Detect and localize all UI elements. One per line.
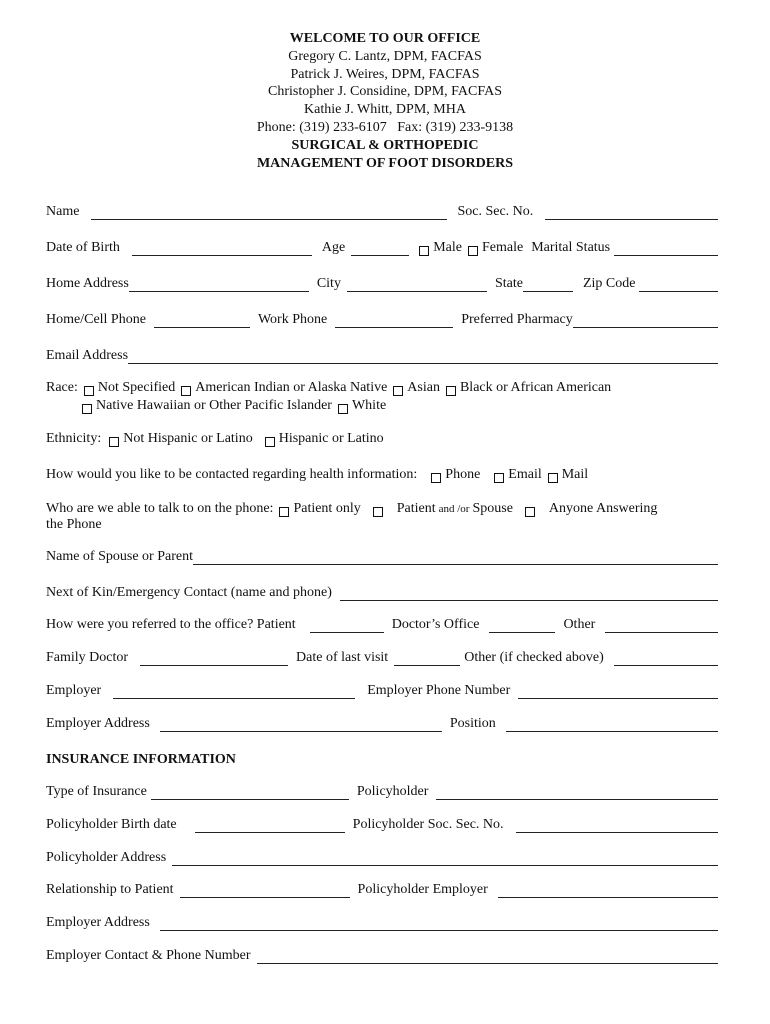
spouse-field[interactable]	[193, 550, 718, 565]
ph-address-row	[46, 850, 718, 866]
race-option: Native Hawaiian or Other Pacific Islander	[96, 398, 332, 413]
policyholder-field[interactable]	[436, 785, 718, 800]
welcome-title: WELCOME TO OUR OFFICE	[289, 31, 481, 46]
position-field[interactable]	[506, 717, 718, 732]
relationship-field[interactable]	[180, 883, 350, 898]
ins-employer-address-label: Employer Address	[46, 915, 150, 930]
state-label: State	[494, 276, 523, 291]
ins-employer-address-field[interactable]	[160, 916, 718, 931]
employer-field[interactable]	[113, 684, 355, 699]
talk-option-cont: the Phone	[46, 517, 102, 532]
race-not-specified-checkbox[interactable]	[84, 386, 94, 396]
race-option: White	[351, 398, 387, 413]
position-label: Position	[449, 716, 496, 731]
race-american-indian-checkbox[interactable]	[181, 386, 191, 396]
other-checked-label: Other (if checked above)	[464, 650, 604, 665]
race-row-2	[82, 398, 682, 414]
contact-phone-checkbox[interactable]	[431, 473, 441, 483]
city-field[interactable]	[347, 277, 487, 292]
ph-ssn-field[interactable]	[516, 818, 718, 833]
phone-row	[46, 312, 718, 328]
name-label: Name	[46, 204, 80, 219]
relationship-row	[46, 882, 718, 898]
name-field[interactable]	[91, 205, 447, 220]
talk-label: Who are we able to talk to on the phone:	[46, 501, 274, 516]
race-option: Not Specified	[97, 380, 176, 395]
ethnicity-row	[46, 431, 718, 447]
talk-option-conj: and /or	[438, 503, 470, 515]
kin-label: Next of Kin/Emergency Contact (name and phone)	[46, 585, 332, 600]
city-label: City	[316, 276, 341, 291]
home-phone-field[interactable]	[154, 313, 250, 328]
ph-employer-label: Policyholder Employer	[357, 882, 488, 897]
contact-row	[46, 467, 718, 483]
family-doctor-label: Family Doctor	[46, 650, 129, 665]
other-checked-field[interactable]	[614, 651, 718, 666]
talk-option: Spouse	[472, 501, 513, 516]
employer-address-field[interactable]	[160, 717, 442, 732]
employer-address-label: Employer Address	[46, 716, 150, 731]
zip-field[interactable]	[639, 277, 718, 292]
referred-label: How were you referred to the office? Patient	[46, 617, 296, 632]
specialty-line-1: SURGICAL & ORTHOPEDIC	[291, 137, 479, 153]
ethnicity-option: Hispanic or Latino	[278, 431, 384, 446]
dob-row	[46, 240, 718, 256]
pharmacy-field[interactable]	[573, 313, 718, 328]
contact-option: Phone	[445, 467, 481, 482]
contact-email-checkbox[interactable]	[494, 473, 504, 483]
zip-label: Zip Code	[582, 276, 636, 291]
dob-label: Date of Birth	[46, 240, 120, 255]
ph-address-label: Policyholder Address	[46, 850, 167, 865]
spouse-label: Name of Spouse or Parent	[46, 549, 193, 564]
kin-field[interactable]	[340, 586, 718, 601]
employer-phone-label: Employer Phone Number	[367, 683, 511, 698]
home-address-label: Home Address	[46, 276, 129, 291]
talk-row-2	[46, 517, 718, 533]
race-row	[46, 380, 718, 396]
pharmacy-label: Preferred Pharmacy	[461, 312, 573, 327]
state-field[interactable]	[523, 277, 573, 292]
employer-contact-field[interactable]	[257, 949, 718, 964]
specialty-line-2: MANAGEMENT OF FOOT DISORDERS	[256, 155, 514, 171]
last-visit-field[interactable]	[394, 651, 460, 666]
marital-label: Marital Status	[531, 240, 611, 255]
address-row	[46, 276, 718, 292]
employer-phone-field[interactable]	[518, 684, 718, 699]
female-label: Female	[481, 240, 524, 255]
email-label: Email Address	[46, 348, 129, 363]
ethnicity-option: Not Hispanic or Latino	[123, 431, 253, 446]
dob-field[interactable]	[132, 241, 312, 256]
ssn-field[interactable]	[545, 205, 718, 220]
race-label: Race:	[46, 380, 78, 395]
contact-mail-checkbox[interactable]	[548, 473, 558, 483]
referred-row	[46, 617, 718, 633]
employer-row	[46, 683, 718, 699]
letterhead	[0, 30, 770, 172]
race-option: American Indian or Alaska Native	[195, 380, 388, 395]
insurance-type-label: Type of Insurance	[46, 784, 147, 799]
email-field[interactable]	[128, 349, 718, 364]
ph-employer-field[interactable]	[498, 883, 718, 898]
ph-birth-row	[46, 817, 718, 833]
employer-contact-label: Employer Contact & Phone Number	[46, 948, 251, 963]
talk-option: Anyone Answering	[548, 501, 658, 516]
home-address-field[interactable]	[129, 277, 309, 292]
kin-row	[46, 585, 718, 601]
race-option: Asian	[407, 380, 440, 395]
work-phone-field[interactable]	[335, 313, 453, 328]
name-row	[46, 204, 718, 220]
family-doctor-field[interactable]	[140, 651, 288, 666]
insurance-heading: INSURANCE INFORMATION	[46, 752, 236, 767]
race-hawaiian-checkbox[interactable]	[82, 404, 92, 414]
doctors-office-field[interactable]	[489, 618, 555, 633]
race-black-checkbox[interactable]	[446, 386, 456, 396]
anyone-checkbox[interactable]	[525, 507, 535, 517]
employer-contact-row	[46, 948, 718, 964]
race-white-checkbox[interactable]	[338, 404, 348, 414]
referred-other-field[interactable]	[605, 618, 718, 633]
female-checkbox[interactable]	[468, 246, 478, 256]
doctors-office-label: Doctor’s Office	[391, 617, 480, 632]
male-checkbox[interactable]	[419, 246, 429, 256]
doctor-name: Patrick J. Weires, DPM, FACFAS	[290, 66, 480, 82]
contact-label: How would you like to be contacted regarding health information:	[46, 467, 418, 482]
race-asian-checkbox[interactable]	[393, 386, 403, 396]
age-label: Age	[321, 240, 346, 255]
policyholder-label: Policyholder	[356, 784, 429, 799]
last-visit-label: Date of last visit	[296, 650, 389, 665]
family-doctor-row	[46, 650, 718, 666]
not-hispanic-checkbox[interactable]	[109, 437, 119, 447]
race-option: Black or African American	[459, 380, 612, 395]
patient-only-checkbox[interactable]	[279, 507, 289, 517]
spouse-row	[46, 549, 718, 565]
contact-option: Email	[508, 467, 542, 482]
ssn-label: Soc. Sec. No.	[457, 204, 534, 219]
contact-option: Mail	[561, 467, 589, 482]
age-field[interactable]	[351, 241, 409, 256]
doctor-name: Kathie J. Whitt, DPM, MHA	[304, 102, 466, 118]
patient-spouse-checkbox[interactable]	[373, 507, 383, 517]
ph-birth-field[interactable]	[195, 818, 345, 833]
ins-employer-address-row	[46, 915, 718, 931]
employer-address-row	[46, 716, 718, 732]
relationship-label: Relationship to Patient	[46, 882, 174, 897]
home-phone-label: Home/Cell Phone	[46, 312, 146, 327]
marital-field[interactable]	[614, 241, 718, 256]
doctor-name: Gregory C. Lantz, DPM, FACFAS	[288, 48, 482, 64]
office-phone-fax: Phone: (319) 233-6107 Fax: (319) 233-9138	[256, 119, 514, 135]
doctor-name: Christopher J. Considine, DPM, FACFAS	[267, 84, 502, 100]
talk-option: Patient only	[293, 501, 361, 516]
insurance-type-row	[46, 784, 718, 800]
email-row	[46, 348, 718, 364]
male-label: Male	[433, 240, 462, 255]
ph-address-field[interactable]	[172, 851, 718, 866]
work-phone-label: Work Phone	[257, 312, 328, 327]
employer-label: Employer	[46, 683, 102, 698]
ethnicity-label: Ethnicity:	[46, 431, 102, 446]
ph-ssn-label: Policyholder Soc. Sec. No.	[352, 817, 504, 832]
referred-other-label: Other	[563, 617, 596, 632]
insurance-type-field[interactable]	[151, 785, 349, 800]
hispanic-checkbox[interactable]	[265, 437, 275, 447]
ph-birth-label: Policyholder Birth date	[46, 817, 177, 832]
referred-patient-field[interactable]	[310, 618, 384, 633]
talk-row	[46, 501, 718, 517]
talk-option: Patient	[396, 501, 436, 516]
